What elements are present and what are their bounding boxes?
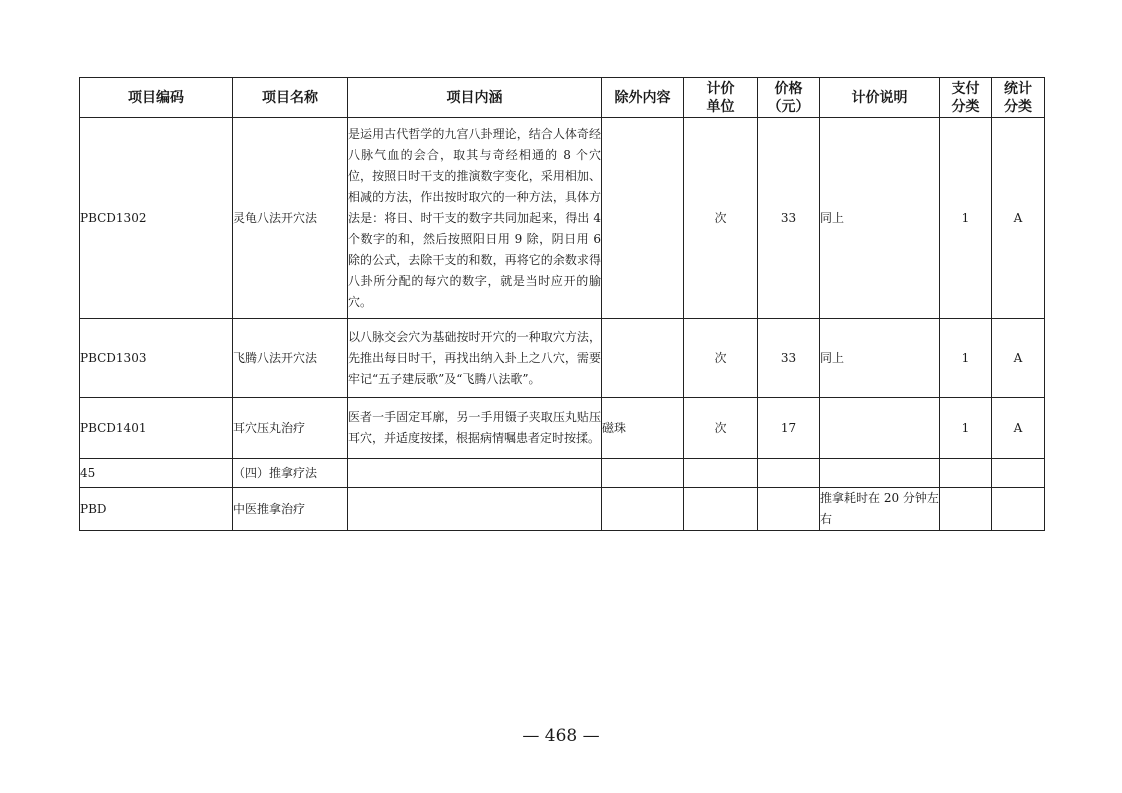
table-row	[80, 118, 1045, 319]
header-unit-line1: 计价	[706, 80, 735, 97]
cell-note	[820, 398, 940, 459]
cell-name: 中医推拿治疗	[233, 488, 348, 531]
header-exclusion: 除外内容	[602, 78, 684, 118]
cell-pay: 1	[940, 398, 992, 459]
header-content: 项目内涵	[348, 78, 602, 118]
cell-pay: 1	[940, 319, 992, 398]
header-stat-line1: 统计	[1004, 80, 1032, 97]
cell-price: 17	[758, 398, 820, 459]
cell-name: 飞腾八法开穴法	[233, 319, 348, 398]
cell-content	[348, 488, 602, 531]
header-pay-line2: 分类	[951, 98, 980, 115]
cell-note: 同上	[820, 319, 940, 398]
cell-content: 医者一手固定耳廓，另一手用镊子夹取压丸贴压耳穴，并适度按揉，根据病情嘱患者定时按揉。	[348, 398, 602, 459]
cell-unit	[684, 488, 758, 531]
header-unit	[684, 78, 758, 118]
cell-exclusion	[602, 488, 684, 531]
cell-content: 是运用古代哲学的九宫八卦理论，结合人体奇经八脉气血的会合，取其与奇经相通的 8 个穴位，按照日时干支的推演数字变化，采用相加、相减的方法，作出按时取穴的一种方法，具体方法是：将日、时干支的数字共同加起来，得出 4 个数字的和，然后按照阳日用 9 除，阴日用 6 除的公式，去除干支的和数，再将它的余数求得八卦所分配的每穴的数字，就是当时应开的腧穴。	[348, 118, 602, 319]
cell-exclusion: 磁珠	[602, 398, 684, 459]
header-row	[80, 78, 1045, 118]
header-price	[758, 78, 820, 118]
cell-stat: A	[992, 398, 1045, 459]
cell-exclusion	[602, 319, 684, 398]
cell-name: 耳穴压丸治疗	[233, 398, 348, 459]
cell-unit	[684, 459, 758, 488]
cell-pay	[940, 459, 992, 488]
page-number: — 468 —	[522, 726, 600, 746]
header-pay-line1: 支付	[951, 80, 980, 97]
header-unit-line2: 单位	[706, 98, 735, 115]
header-price-line2: （元）	[767, 98, 810, 115]
header-stat-line2: 分类	[1004, 98, 1032, 115]
cell-note: 同上	[820, 118, 940, 319]
table-row	[80, 459, 1045, 488]
cell-stat	[992, 488, 1045, 531]
cell-content	[348, 459, 602, 488]
cell-content: 以八脉交会穴为基础按时开穴的一种取穴方法，先推出每日时干，再找出纳入卦上之八穴，需要牢记“五子建辰歌”及“飞腾八法歌”。	[348, 319, 602, 398]
cell-code: PBCD1303	[80, 319, 233, 398]
cell-stat	[992, 459, 1045, 488]
cell-price	[758, 488, 820, 531]
cell-pay: 1	[940, 118, 992, 319]
header-stat	[992, 78, 1045, 118]
cell-exclusion	[602, 459, 684, 488]
header-pay	[940, 78, 992, 118]
cell-price: 33	[758, 118, 820, 319]
header-price-line1: 价格	[774, 80, 803, 97]
cell-note	[820, 459, 940, 488]
cell-stat: A	[992, 118, 1045, 319]
header-code: 项目编码	[80, 78, 233, 118]
cell-code: PBCD1302	[80, 118, 233, 319]
cell-pay	[940, 488, 992, 531]
cell-unit: 次	[684, 118, 758, 319]
table-row	[80, 398, 1045, 459]
cell-price: 33	[758, 319, 820, 398]
header-note: 计价说明	[820, 78, 940, 118]
table-row	[80, 488, 1045, 531]
table-row	[80, 319, 1045, 398]
cell-code: PBD	[80, 488, 233, 531]
cell-price	[758, 459, 820, 488]
cell-name: （四）推拿疗法	[233, 459, 348, 488]
cell-name: 灵龟八法开穴法	[233, 118, 348, 319]
cell-unit: 次	[684, 319, 758, 398]
header-name: 项目名称	[233, 78, 348, 118]
cell-code: 45	[80, 459, 233, 488]
cell-unit: 次	[684, 398, 758, 459]
cell-note: 推拿耗时在 20 分钟左右	[820, 488, 940, 531]
cell-stat: A	[992, 319, 1045, 398]
price-table	[79, 77, 1045, 531]
cell-code: PBCD1401	[80, 398, 233, 459]
cell-exclusion	[602, 118, 684, 319]
